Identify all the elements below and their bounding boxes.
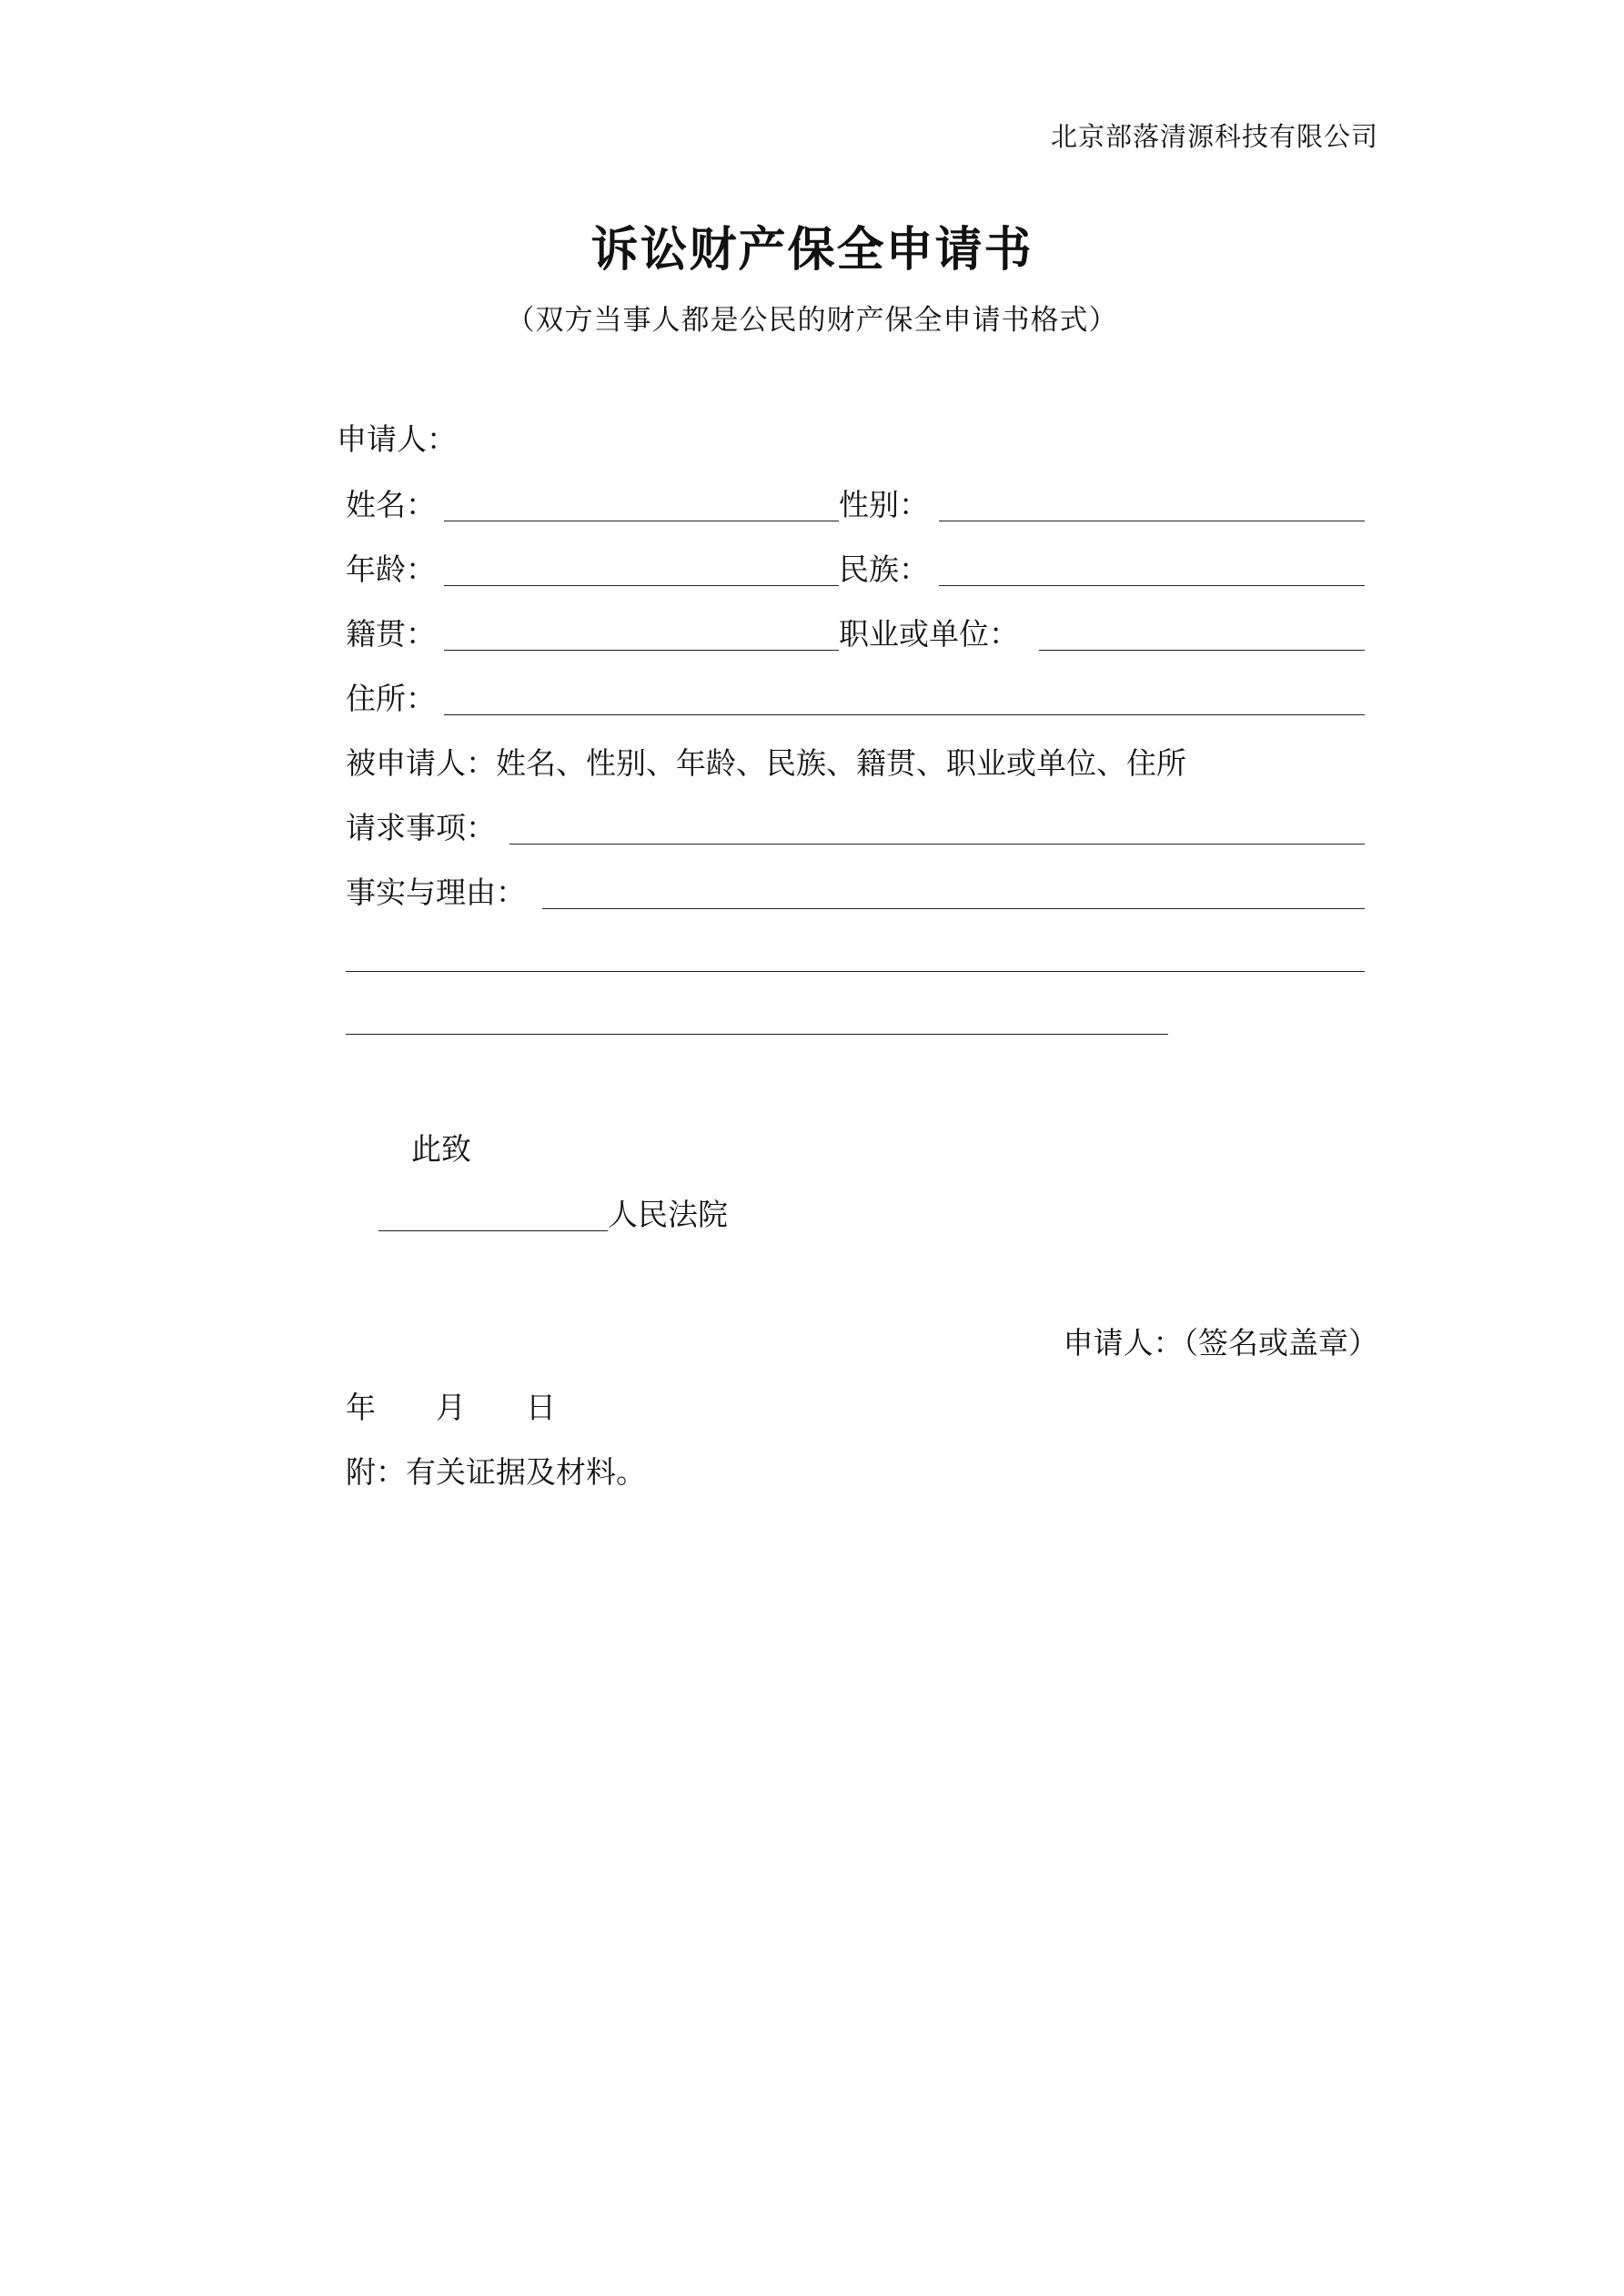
ethnicity-label: 民族：: [839, 551, 929, 587]
occupation-blank[interactable]: [1039, 650, 1365, 651]
facts-blank-3[interactable]: [346, 1034, 1168, 1035]
request-label: 请求事项：: [346, 810, 496, 845]
ethnicity-blank[interactable]: [939, 585, 1365, 586]
signature-line: 申请人：（签名或盖章）: [1063, 1325, 1378, 1360]
native-place-blank[interactable]: [444, 650, 839, 651]
facts-blank-1[interactable]: [542, 908, 1365, 909]
address-label: 住所：: [346, 681, 436, 716]
age-label: 年龄：: [346, 551, 436, 587]
document-title: 诉讼财产保全申请书: [590, 222, 1034, 278]
occupation-label: 职业或单位：: [839, 616, 1019, 652]
court-name-blank[interactable]: [378, 1230, 608, 1231]
attachment-note: 附：有关证据及材料。: [346, 1454, 646, 1490]
closing-greeting: 此致: [411, 1131, 471, 1167]
name-label: 姓名：: [346, 487, 436, 522]
respondent-line: 被申请人：姓名、性别、年龄、民族、籍贯、职业或单位、住所: [346, 745, 1186, 781]
date-line: 年 月 日: [346, 1390, 556, 1425]
court-suffix: 人民法院: [608, 1197, 728, 1232]
applicant-heading: 申请人：: [337, 421, 457, 457]
facts-blank-2[interactable]: [346, 971, 1365, 972]
facts-label: 事实与理由：: [346, 875, 526, 910]
company-name: 北京部落清源科技有限公司: [1050, 121, 1378, 152]
address-blank[interactable]: [444, 714, 1365, 715]
gender-label: 性别：: [839, 487, 929, 522]
document-subtitle: （双方当事人都是公民的财产保全申请书格式）: [506, 304, 1118, 337]
age-blank[interactable]: [444, 585, 839, 586]
native-place-label: 籍贯：: [346, 616, 436, 652]
request-blank[interactable]: [509, 844, 1365, 845]
